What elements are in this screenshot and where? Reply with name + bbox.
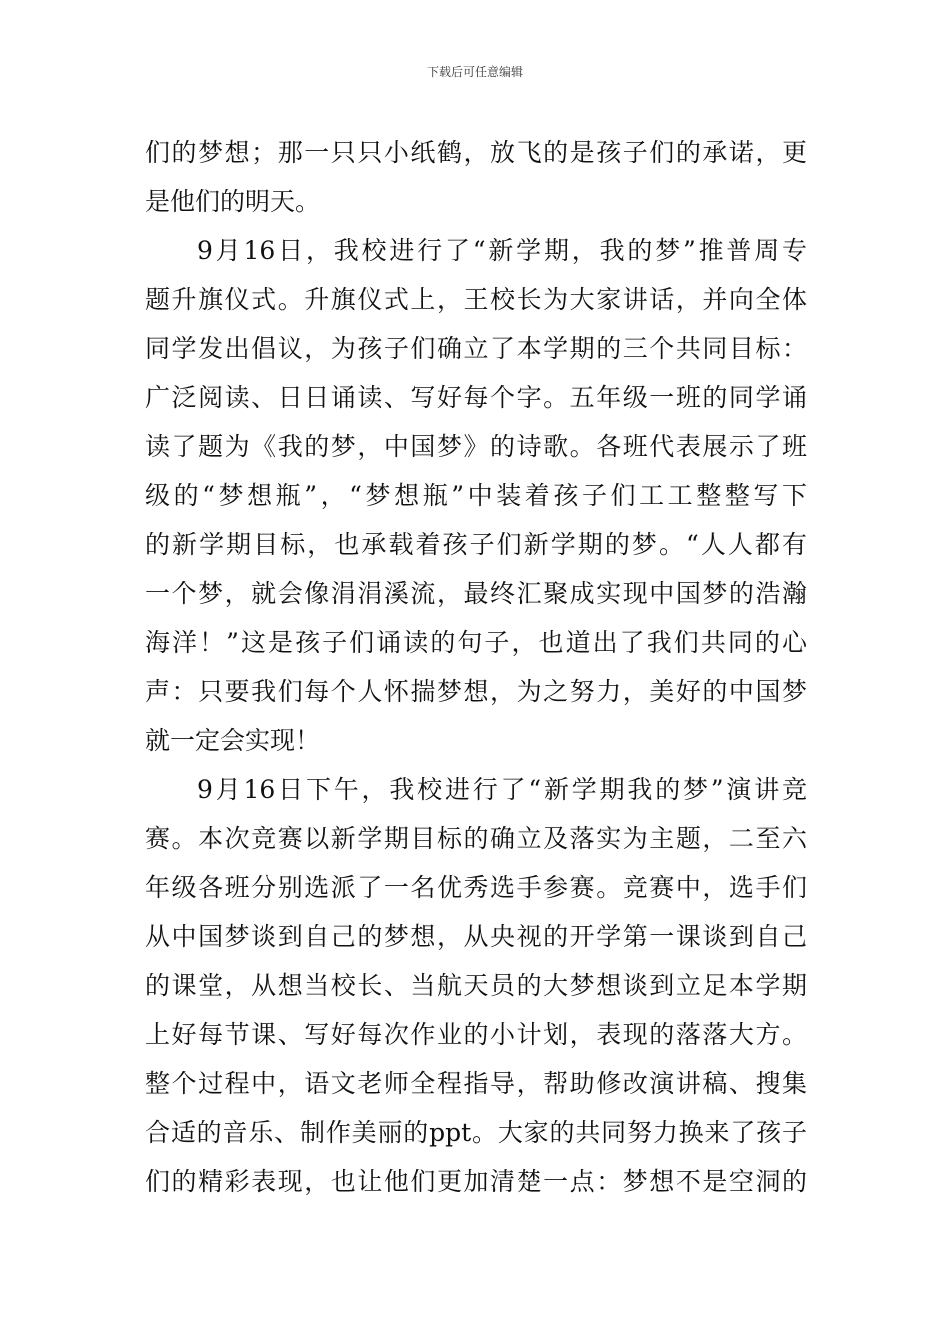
- text-line: 就一定会实现！: [145, 726, 321, 755]
- text-line: 从中国梦谈到自己的梦想，从央视的开学第一课谈到自己: [145, 922, 807, 951]
- text-line: 合适的音乐、制作美丽的ppt。大家的共同努力换来了孩子: [145, 1118, 807, 1147]
- text-line: 上好每节课、写好每次作业的小计划，表现的落落大方。: [145, 1020, 807, 1049]
- text-line: 9月16日，我校进行了“新学期，我的梦”推普周专: [197, 236, 807, 265]
- text-line: 们的精彩表现，也让他们更加清楚一点：梦想不是空洞的: [145, 1167, 807, 1196]
- text-line: 读了题为《我的梦，中国梦》的诗歌。各班代表展示了班: [145, 432, 807, 461]
- text-line: 题升旗仪式。升旗仪式上，王校长为大家讲话，并向全体: [145, 285, 807, 314]
- text-line: 的新学期目标，也承载着孩子们新学期的梦。“人人都有: [145, 530, 807, 559]
- text-line: 是他们的明天。: [145, 187, 321, 216]
- text-line: 海洋！”这是孩子们诵读的句子，也道出了我们共同的心: [145, 628, 807, 657]
- text-line: 一个梦，就会像涓涓溪流，最终汇聚成实现中国梦的浩瀚: [145, 579, 807, 608]
- text-line: 9月16日下午，我校进行了“新学期我的梦”演讲竞: [197, 775, 807, 804]
- text-line: 年级各班分别选派了一名优秀选手参赛。竞赛中，选手们: [145, 873, 807, 902]
- text-line: 整个过程中，语文老师全程指导，帮助修改演讲稿、搜集: [145, 1069, 807, 1098]
- text-line: 们的梦想；那一只只小纸鹤，放飞的是孩子们的承诺，更: [145, 138, 807, 167]
- document-body: [145, 128, 807, 1206]
- page-header: 下载后可任意编辑: [426, 65, 523, 79]
- text-line: 同学发出倡议，为孩子们确立了本学期的三个共同目标：: [145, 334, 807, 363]
- text-line: 级的“梦想瓶”，“梦想瓶”中装着孩子们工工整整写下: [145, 481, 807, 510]
- text-line: 广泛阅读、日日诵读、写好每个字。五年级一班的同学诵: [145, 383, 807, 412]
- text-line: 的课堂，从想当校长、当航天员的大梦想谈到立足本学期: [145, 971, 807, 1000]
- text-line: 声：只要我们每个人怀揣梦想，为之努力，美好的中国梦: [145, 677, 807, 706]
- text-line: 赛。本次竞赛以新学期目标的确立及落实为主题，二至六: [145, 824, 807, 853]
